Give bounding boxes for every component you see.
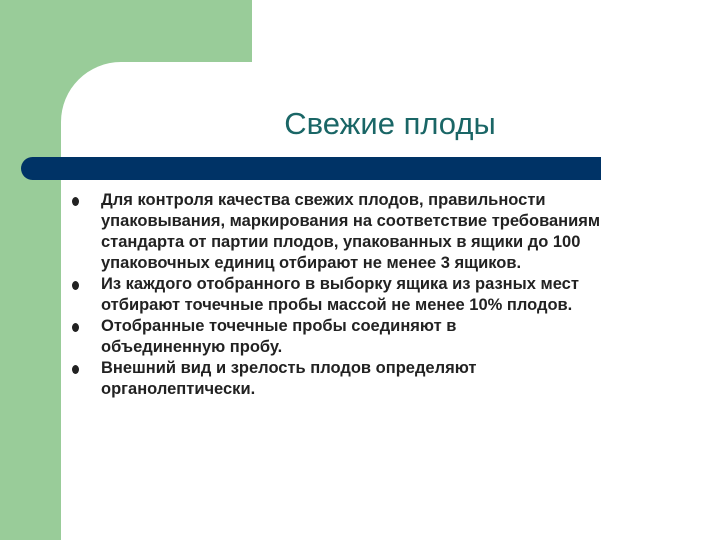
bullet-item bbox=[72, 274, 702, 316]
bullet-item bbox=[72, 190, 702, 274]
slide-title: Свежие плоды bbox=[284, 106, 496, 141]
bullet-icon bbox=[72, 323, 79, 332]
bullet-text: Отобранные точечные пробы соединяют в объединенную пробу. bbox=[101, 317, 457, 356]
bullet-icon bbox=[72, 365, 79, 374]
green-left-bar-decoration bbox=[0, 0, 61, 540]
bullet-item bbox=[72, 316, 702, 358]
bullet-text: Для контроля качества свежих плодов, правильности упаковывания, маркирования на соответствие требованиям стандарта от партии плодов, упакованных в ящики до 100 упаковочных единиц отбирают не менее 3 ящиков. bbox=[101, 191, 601, 272]
title-underline-bar bbox=[21, 157, 601, 180]
bullet-item bbox=[72, 358, 702, 400]
bullet-icon bbox=[72, 197, 79, 206]
bullet-icon bbox=[72, 281, 79, 290]
bullet-list bbox=[72, 190, 702, 400]
bullet-text: Внешний вид и зрелость плодов определяют органолептически. bbox=[101, 359, 477, 398]
bullet-text: Из каждого отобранного в выборку ящика из разных мест отбирают точечные пробы массой не менее 10% плодов. bbox=[101, 275, 579, 314]
